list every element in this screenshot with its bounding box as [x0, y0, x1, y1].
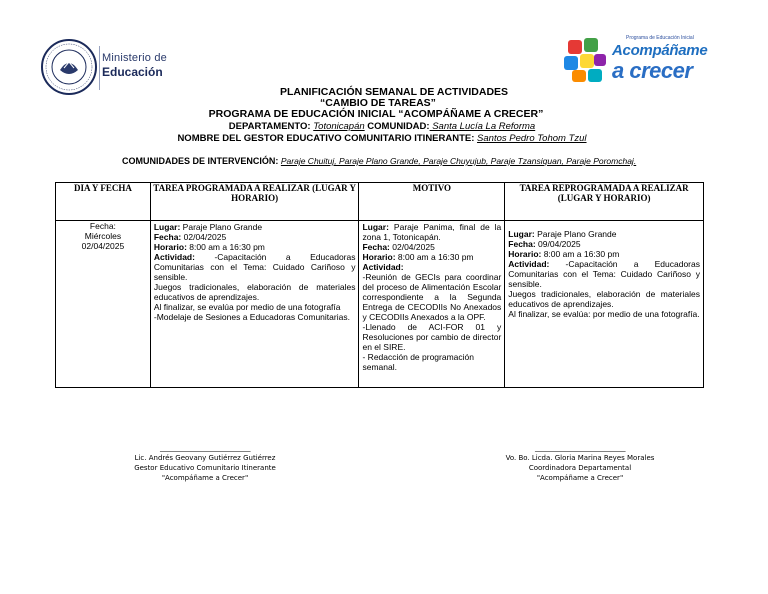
header-motive: MOTIVO [359, 183, 505, 221]
document-subtitle: “CAMBIO DE TAREAS” [320, 97, 436, 109]
signer-role: Gestor Educativo Comunitario Itinerante [134, 464, 276, 472]
actividad-label: Actividad: [508, 259, 550, 269]
document-title: PLANIFICACIÓN SEMANAL DE ACTIVIDADES [279, 86, 509, 98]
date-value: 02/04/2025 [81, 241, 125, 251]
programmed-line3: -Modelaje de Sesiones a Educadoras Comunitarias. [153, 312, 350, 322]
horario-value: 8:00 am a 16:30 pm [541, 249, 620, 259]
fecha-value: 09/04/2025 [535, 239, 581, 249]
communities-label: COMUNIDADES DE INTERVENCIÓN: [122, 156, 279, 166]
program-small-text: Programa de Educación Inicial [626, 35, 694, 41]
signature-line: ______________________________ [160, 444, 250, 452]
department-line [0, 121, 766, 132]
actividad-value: -Capacitación a Educadoras Comunitarias con el Tema: Cuidado Cariñoso y sensible. [153, 252, 356, 282]
signature-left [120, 443, 290, 483]
table-header-row [56, 183, 704, 221]
signer-name: Lic. Andrés Geovany Gutiérrez Gutiérrez [134, 454, 276, 462]
lugar-label: Lugar: [362, 222, 389, 232]
reprogrammed-cell [505, 221, 704, 388]
motive-line2: -Llenado de ACI-FOR 01 y Resoluciones por cambio de director en el SIRE. [362, 322, 502, 352]
program-title: Acompáñame [612, 42, 708, 59]
horario-label: Horario: [362, 252, 396, 262]
fecha-value: 02/04/2025 [181, 232, 227, 242]
motive-line3: - Redacción de programación semanal. [362, 352, 474, 372]
department-label: DEPARTAMENTO: [228, 121, 311, 132]
horario-value: 8:00 am a 16:30 pm [186, 242, 265, 252]
lugar-value: Paraje Plano Grande [180, 222, 263, 232]
fecha-value: 02/04/2025 [389, 242, 435, 252]
department-value: Totonicapán [313, 121, 365, 132]
horario-label: Horario: [508, 249, 542, 259]
fecha-label: Fecha: [508, 239, 536, 249]
programmed-line1: Juegos tradicionales, elaboración de materiales educativos de aprendizajes. [153, 282, 356, 302]
lugar-label: Lugar: [508, 229, 535, 239]
community-value: Santa Lucía La Reforma [429, 121, 536, 132]
lugar-value: Paraje Plano Grande [534, 229, 617, 239]
reprogrammed-line1: Juegos tradicionales, elaboración de materiales educativos de aprendizajes. [508, 289, 700, 309]
fecha-label: Fecha: [153, 232, 182, 242]
lugar-label: Lugar: [153, 222, 181, 232]
actividad-label: Actividad: [153, 252, 195, 262]
ministry-line2: Educación [102, 65, 163, 79]
logo-divider [99, 46, 100, 90]
ministry-line1: Ministerio de [102, 52, 167, 64]
horario-value: 8:00 am a 16:30 pm [395, 252, 474, 262]
header-reprogrammed: TAREA REPROGRAMADA A REALIZAR (LUGAR Y HORARIO) [505, 183, 704, 221]
manager-line [0, 133, 766, 144]
table-row [56, 221, 704, 388]
actividad-value: -Capacitación a Educadoras Comunitarias con el Tema: Cuidado Cariñoso y sensible. [508, 259, 700, 289]
horario-label: Horario: [153, 242, 187, 252]
reprogrammed-line2: Al finalizar, se evalúa: por medio de una fotografía. [508, 309, 700, 319]
signature-line: ______________________________ [535, 444, 625, 452]
programmed-cell [150, 221, 359, 388]
activities-table [55, 182, 704, 388]
manager-value: Santos Pedro Tohom Tzul [477, 133, 587, 144]
header-date: DIA Y FECHA [56, 183, 151, 221]
fecha-label: Fecha: [362, 242, 390, 252]
manager-label: NOMBRE DEL GESTOR EDUCATIVO COMUNITARIO ITINERANTE: [177, 133, 475, 144]
signer-role: Coordinadora Departamental [528, 464, 632, 472]
programmed-line2: Al finalizar, se evalúa por medio de una fotografía [153, 302, 341, 312]
lugar-value: Paraje Panima, final de la zona 1, Totonicapán. [362, 222, 502, 242]
date-cell [56, 221, 151, 388]
signature-right [495, 443, 665, 483]
communities-value: Paraje Chuituj, Paraje Plano Grande, Paraje Chuyujub, Paraje Tzansiquan, Paraje Poromchaj. [280, 156, 637, 166]
community-label: COMUNIDAD: [367, 121, 430, 132]
program-subtitle: a crecer [612, 58, 693, 83]
program-heading: PROGRAMA DE EDUCACIÓN INICIAL “ACOMPÁÑAME A CRECER” [208, 108, 544, 120]
program-logo [562, 34, 712, 88]
communities-line [122, 156, 636, 166]
motive-cell [359, 221, 505, 388]
date-label: Fecha: [89, 221, 116, 231]
date-weekday: Miércoles [84, 231, 122, 241]
puzzle-children-icon [562, 36, 610, 86]
signer-name: Vo. Bo. Licda. Gloria Marina Reyes Morales [505, 454, 655, 462]
ministry-name [102, 52, 167, 79]
signer-program: "Acompáñame a Crecer" [161, 474, 249, 482]
signer-program: "Acompáñame a Crecer" [536, 474, 624, 482]
motive-line1: -Reunión de GECIs para coordinar del proceso de Alimentación Escolar correspondiente a la Segunda Entrega de CECODIIs No Anexados y CECODIIs Anexados a la OPF. [362, 272, 502, 322]
actividad-label: Actividad: [362, 262, 404, 272]
header-programmed: TAREA PROGRAMADA A REALIZAR (LUGAR Y HORARIO) [150, 183, 359, 221]
